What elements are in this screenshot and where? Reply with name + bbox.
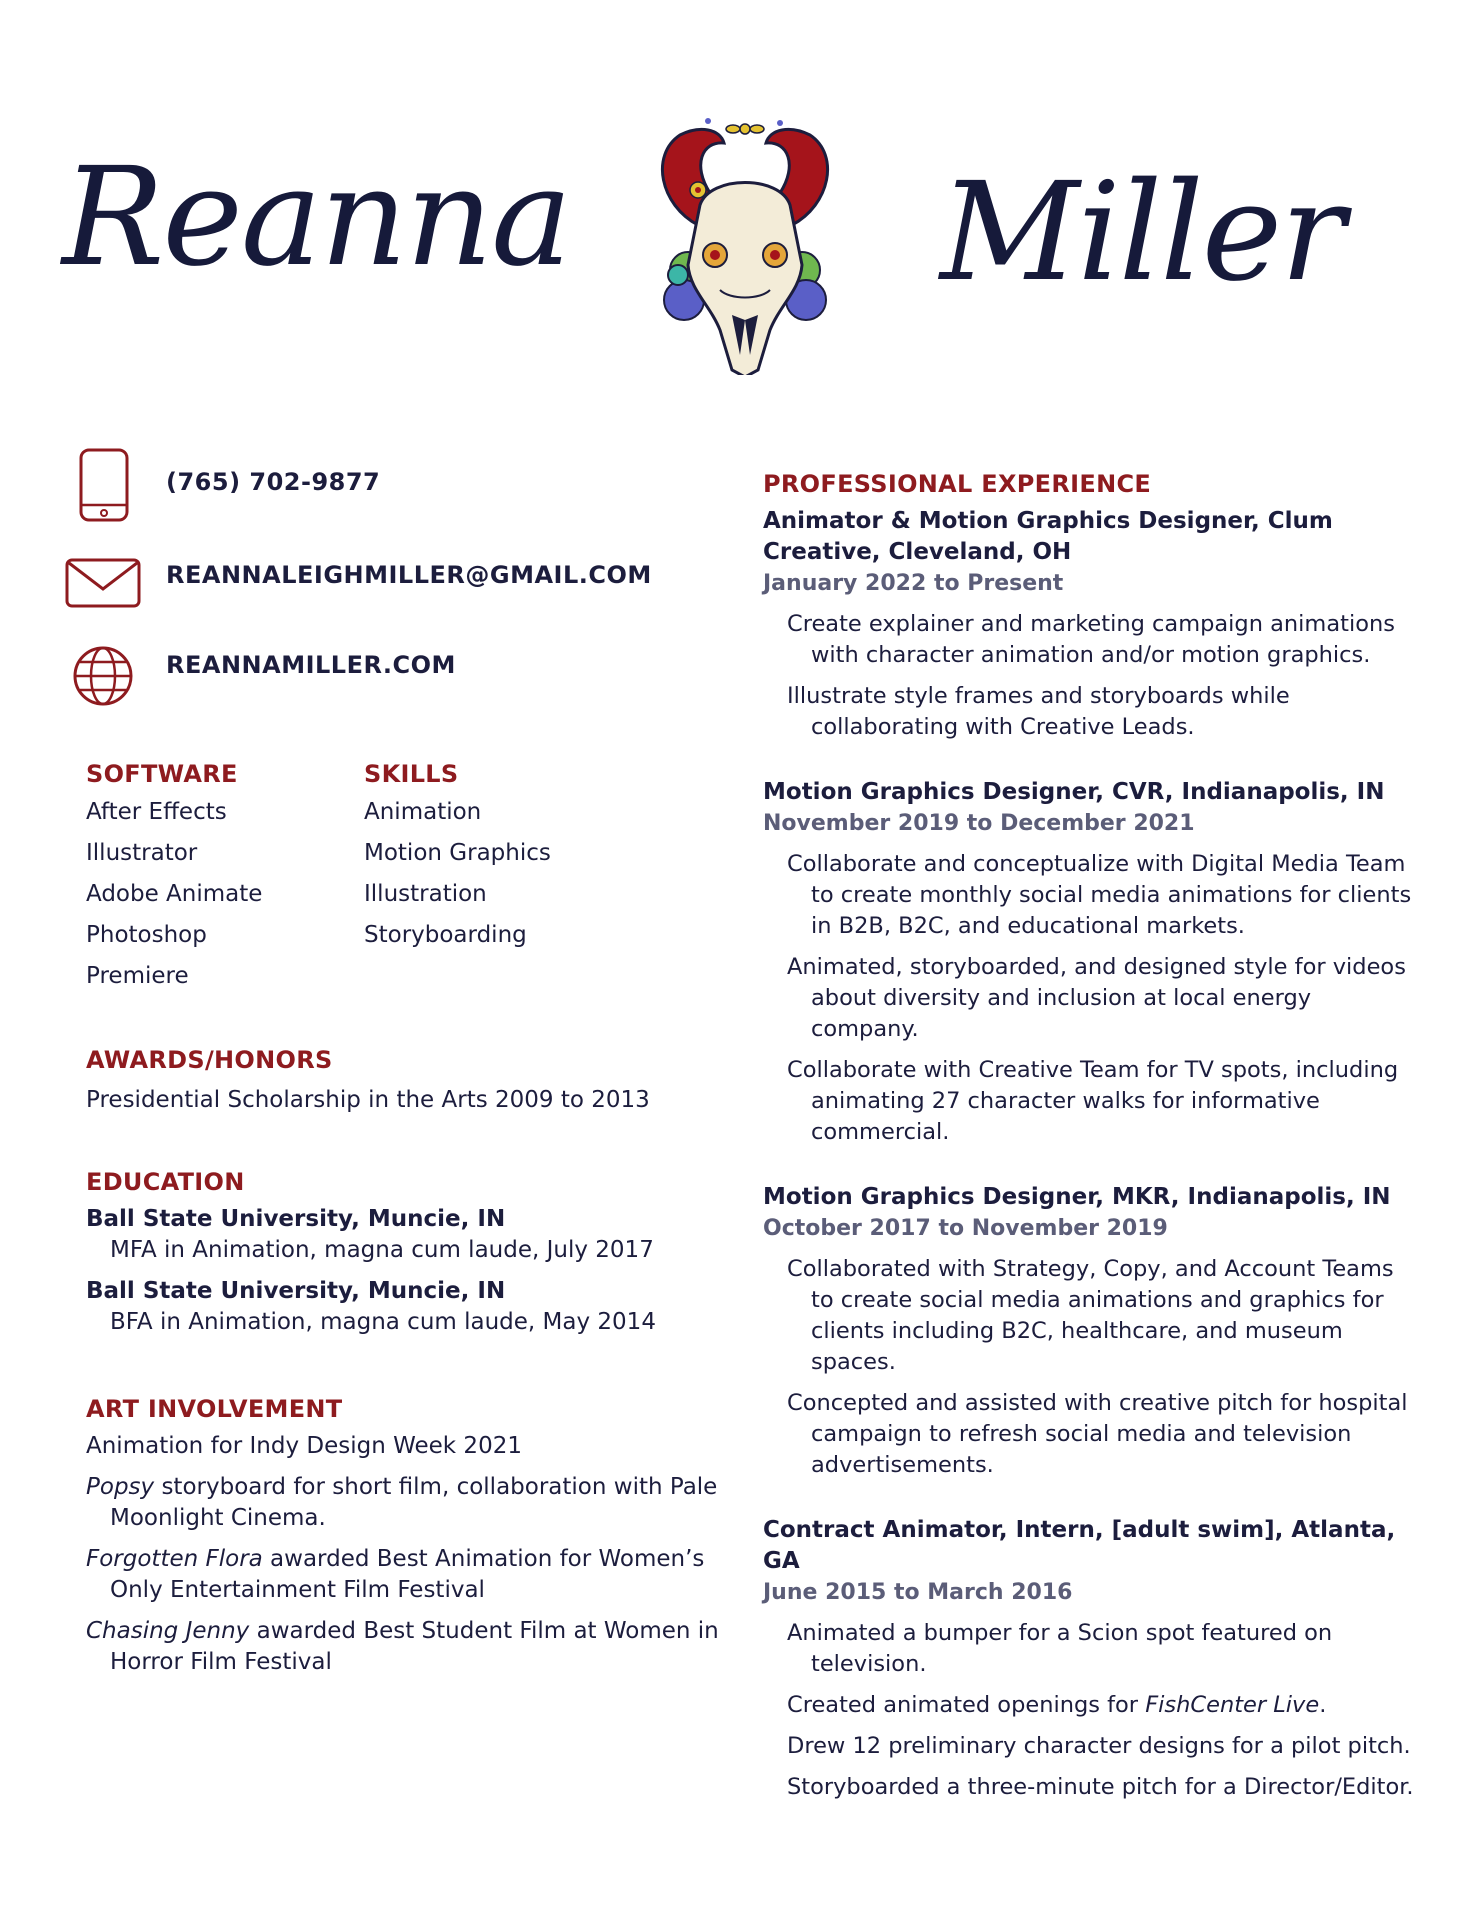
software-item: Illustrator bbox=[86, 840, 198, 866]
job-dates: January 2022 to Present bbox=[763, 571, 1064, 596]
job-bullet: Drew 12 preliminary character designs for a pilot pitch. bbox=[787, 1733, 1411, 1759]
education-school: Ball State University, Muncie, IN bbox=[86, 1206, 506, 1232]
award-item: Presidential Scholarship in the Arts 2009 to 2013 bbox=[86, 1087, 650, 1113]
job-bullet: Animated, storyboarded, and designed style for videos about diversity and inclusion at local energy company. bbox=[787, 954, 1406, 1042]
job-bullet: Animated a bumper for a Scion spot featured on television. bbox=[787, 1620, 1333, 1677]
show-title: FishCenter Live bbox=[1145, 1692, 1320, 1718]
art-item bbox=[86, 1616, 726, 1678]
software-section bbox=[86, 760, 262, 997]
art-heading: ART INVOLVEMENT bbox=[86, 1395, 343, 1423]
website-link[interactable]: REANNAMILLER.COM bbox=[166, 651, 456, 679]
job-entry bbox=[763, 1182, 1423, 1481]
education-school: Ball State University, Muncie, IN bbox=[86, 1278, 506, 1304]
experience-section bbox=[763, 470, 1423, 1837]
software-item: Premiere bbox=[86, 963, 189, 989]
art-item bbox=[86, 1472, 726, 1534]
software-item: Photoshop bbox=[86, 922, 207, 948]
education-heading: EDUCATION bbox=[86, 1168, 245, 1196]
last-name-signature: Miller bbox=[940, 154, 1344, 312]
globe-icon bbox=[72, 645, 134, 711]
job-title: Contract Animator, Intern, [adult swim], Atlanta, GA bbox=[763, 1517, 1396, 1574]
envelope-icon bbox=[64, 557, 142, 613]
art-item-title: Popsy bbox=[86, 1474, 155, 1500]
job-bullet: Created animated openings for FishCenter Live. bbox=[787, 1692, 1327, 1718]
job-bullet: Create explainer and marketing campaign animations with character animation and/or motion graphics. bbox=[787, 611, 1395, 668]
skills-section bbox=[364, 760, 551, 956]
software-item: Adobe Animate bbox=[86, 881, 263, 907]
phone-icon bbox=[78, 447, 130, 527]
art-item bbox=[86, 1544, 726, 1606]
job-entry bbox=[763, 777, 1423, 1148]
job-bullet: Collaborate and conceptualize with Digital Media Team to create monthly social media animations for clients in B2B, B2C, and educational markets. bbox=[787, 851, 1412, 939]
art-involvement-section bbox=[86, 1395, 726, 1678]
job-bullet: Illustrate style frames and storyboards while collaborating with Creative Leads. bbox=[787, 683, 1290, 740]
education-degree: MFA in Animation, magna cum laude, July 2017 bbox=[110, 1237, 654, 1263]
awards-heading: AWARDS/HONORS bbox=[86, 1046, 333, 1074]
art-item bbox=[86, 1431, 726, 1462]
skill-item: Motion Graphics bbox=[364, 840, 551, 866]
software-heading: SOFTWARE bbox=[86, 760, 238, 788]
skill-item: Storyboarding bbox=[364, 922, 527, 948]
job-entry bbox=[763, 1515, 1423, 1803]
phone-number[interactable]: (765) 702-9877 bbox=[166, 468, 381, 496]
job-dates: October 2017 to November 2019 bbox=[763, 1216, 1168, 1241]
art-item-title: Chasing Jenny bbox=[86, 1618, 250, 1644]
skill-item: Illustration bbox=[364, 881, 487, 907]
job-entry bbox=[763, 506, 1423, 743]
education-degree: BFA in Animation, magna cum laude, May 2014 bbox=[110, 1309, 656, 1335]
education-section bbox=[86, 1168, 726, 1338]
job-title: Motion Graphics Designer, MKR, Indianapolis, IN bbox=[763, 1184, 1391, 1210]
art-item-text: awarded Best Student Film at Women in Horror Film Festival bbox=[110, 1618, 719, 1675]
first-name-signature: Reanna bbox=[62, 139, 571, 297]
job-bullet: Concepted and assisted with creative pitch for hospital campaign to refresh social media and television advertisements. bbox=[787, 1390, 1408, 1478]
art-item-title: Forgotten Flora bbox=[86, 1546, 263, 1572]
art-item-text: Animation for Indy Design Week 2021 bbox=[86, 1433, 522, 1459]
job-dates: June 2015 to March 2016 bbox=[763, 1580, 1073, 1605]
job-bullet: Collaborated with Strategy, Copy, and Account Teams to create social media animations and graphics for clients including B2C, healthcare, and museum spaces. bbox=[787, 1256, 1394, 1375]
job-bullet: Storyboarded a three-minute pitch for a Director/Editor. bbox=[787, 1774, 1414, 1800]
email-link[interactable]: REANNALEIGHMILLER@GMAIL.COM bbox=[166, 561, 652, 589]
job-bullet: Collaborate with Creative Team for TV spots, including animating 27 character walks for informative commercial. bbox=[787, 1057, 1399, 1145]
skull-logo bbox=[640, 115, 850, 375]
software-item: After Effects bbox=[86, 799, 227, 825]
job-dates: November 2019 to December 2021 bbox=[763, 811, 1195, 836]
skills-heading: SKILLS bbox=[364, 760, 459, 788]
art-item-text: awarded Best Animation for Women’s Only Entertainment Film Festival bbox=[110, 1546, 705, 1603]
job-title: Motion Graphics Designer, CVR, Indianapolis, IN bbox=[763, 779, 1385, 805]
skill-item: Animation bbox=[364, 799, 482, 825]
job-title: Animator & Motion Graphics Designer, Clum Creative, Cleveland, OH bbox=[763, 508, 1333, 565]
awards-section bbox=[86, 1046, 650, 1121]
art-item-text: storyboard for short film, collaboration with Pale Moonlight Cinema. bbox=[110, 1474, 718, 1531]
experience-heading: PROFESSIONAL EXPERIENCE bbox=[763, 470, 1152, 498]
